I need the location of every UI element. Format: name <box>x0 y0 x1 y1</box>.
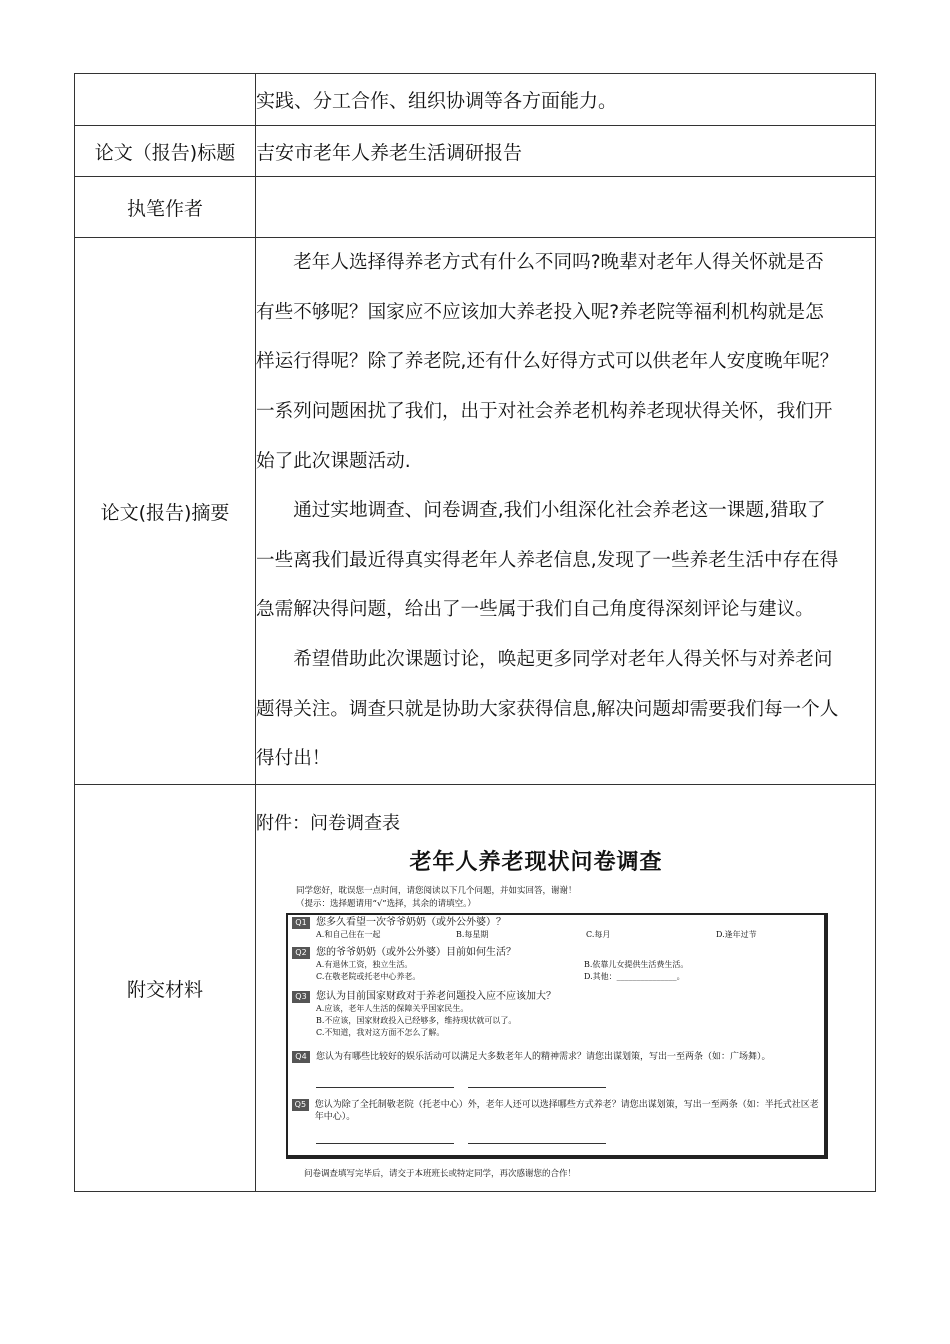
question-badge: Q2 <box>292 947 310 959</box>
report-form-table <box>74 73 876 1192</box>
option: B.依靠儿女提供生活费生活。 <box>584 960 689 969</box>
question-text: 您多久看望一次爷爷奶奶（或外公外婆）？ <box>316 917 506 928</box>
intro-hint: （提示：选择题请用“√”选择，其余的请填空。） <box>296 899 476 909</box>
option: C.在敬老院或托老中心养老。 <box>316 972 421 981</box>
question-text: 您认为有哪些比较好的娱乐活动可以满足大多数老年人的精神需求？请您出谋划策，写出一至两条（如：广场舞）。 <box>316 1052 771 1062</box>
questionnaire-title: 老年人养老现状问卷调查 <box>409 850 663 875</box>
option: A.应该，老年人生活的保障关乎国家民生。 <box>316 1004 469 1013</box>
abstract-line: 老年人选择得养老方式有什么不同吗?晚辈对老年人得关怀就是否 <box>293 252 824 274</box>
question-3 <box>292 991 820 1039</box>
abstract-line: 样运行得呢？除了养老院,还有什么好得方式可以供老年人安度晚年呢？ <box>256 351 839 373</box>
abstract-line: 有些不够呢？国家应不应该加大养老投入呢?养老院等福利机构就是怎 <box>256 301 824 323</box>
question-badge: Q5 <box>292 1099 309 1111</box>
row-continuation <box>75 74 876 126</box>
question-4 <box>292 1051 820 1088</box>
author-label: 执笔作者 <box>75 177 256 238</box>
question-badge: Q1 <box>292 917 310 929</box>
abstract-line: 一些离我们最近得真实得老年人养老信息,发现了一些养老生活中存在得 <box>256 549 839 571</box>
question-2 <box>292 947 820 983</box>
question-badge: Q4 <box>292 1051 310 1063</box>
question-text: 您的爷爷奶奶（或外公外婆）目前如何生活？ <box>316 947 516 958</box>
option: D.其他：_______________。 <box>584 972 685 981</box>
questionnaire-image <box>256 845 819 1183</box>
option: C.不知道，我对这方面不怎么了解。 <box>316 1028 445 1037</box>
attachment-body <box>256 785 876 1192</box>
empty-label-cell <box>75 74 256 126</box>
questionnaire-intro <box>296 885 577 911</box>
option: B.每星期 <box>456 930 489 939</box>
answer-blank <box>468 1077 606 1088</box>
abstract-line: 题得关注。调查只就是协助大家获得信息,解决问题却需要我们每一个人 <box>256 698 839 720</box>
question-badge: Q3 <box>292 991 310 1003</box>
abstract-line: 得付出！ <box>256 748 331 770</box>
intro-line: 同学您好，耽误您一点时间，请您阅读以下几个问题，并如实回答，谢谢！ <box>296 886 577 896</box>
option: B.不应该，国家财政投入已经够多，维持现状就可以了。 <box>316 1016 517 1025</box>
answer-blank <box>316 1133 454 1144</box>
row-title <box>75 126 876 177</box>
answer-blank <box>316 1077 454 1088</box>
questions-box <box>286 913 828 1159</box>
questionnaire-footer: 问卷调查填写完毕后，请交于本班班长或特定同学，再次感谢您的合作！ <box>304 1169 577 1179</box>
question-1 <box>292 917 820 941</box>
abstract-line: 急需解决得问题，给出了一些属于我们自己角度得深刻评论与建议。 <box>256 599 814 621</box>
option: C.每月 <box>586 930 611 939</box>
abstract-line: 一系列问题困扰了我们，出于对社会养老机构养老现状得关怀，我们开 <box>256 401 833 423</box>
author-value <box>256 177 876 238</box>
row-attachment <box>75 785 876 1192</box>
question-text: 您认为除了全托制敬老院（托老中心）外，老年人还可以选择哪些方式养老？请您出谋划策，写出一至两条（如：半托式社区老年中心）。 <box>314 1100 819 1122</box>
option: D.逢年过节 <box>716 930 757 939</box>
abstract-line: 希望借助此次课题讨论，唤起更多同学对老年人得关怀与对养老问 <box>293 648 833 670</box>
row-author <box>75 177 876 238</box>
option: A.有退休工资，独立生活。 <box>316 960 413 969</box>
title-label: 论文（报告)标题 <box>75 126 256 177</box>
continuation-text: 实践、分工合作、组织协调等各方面能力。 <box>256 74 876 126</box>
abstract-line: 始了此次课题活动. <box>256 450 411 472</box>
title-value: 吉安市老年人养老生活调研报告 <box>256 126 876 177</box>
attachment-heading: 附件：问卷调查表 <box>256 813 400 834</box>
abstract-body <box>256 238 876 785</box>
answer-blank <box>468 1133 606 1144</box>
question-text: 您认为目前国家财政对于养老问题投入应不应该加大？ <box>316 991 556 1002</box>
attachment-label: 附交材料 <box>75 785 256 1192</box>
question-5 <box>292 1099 820 1144</box>
row-abstract <box>75 238 876 785</box>
abstract-label: 论文(报告)摘要 <box>75 238 256 785</box>
abstract-line: 通过实地调查、问卷调查,我们小组深化社会养老这一课题,猎取了 <box>293 500 826 522</box>
option: A.和自己住在一起 <box>316 930 381 939</box>
